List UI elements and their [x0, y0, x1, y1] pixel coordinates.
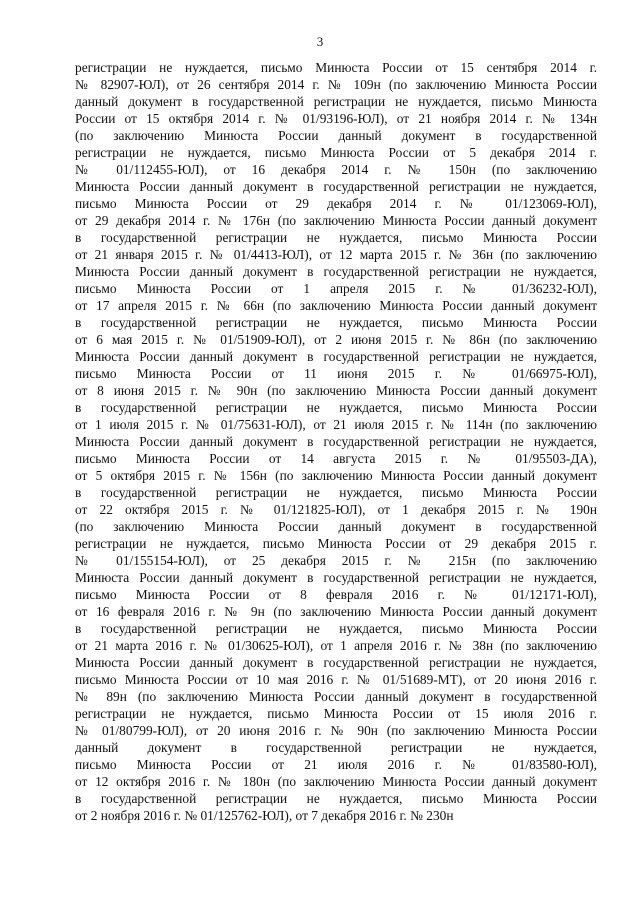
text-line: в государственной регистрации не нуждается, письмо Минюста России	[75, 230, 597, 245]
text-line: России от 15 октября 2014 г. № 01/93196-ЮЛ), от 21 ноября 2014 г. № 134н	[75, 111, 597, 126]
text-line: от 21 марта 2016 г. № 01/30625-ЮЛ), от 1 апреля 2016 г. № 38н (по заключению	[75, 638, 597, 653]
text-line: регистрации не нуждается, письмо Минюста России от 15 июля 2016 г.	[75, 706, 597, 721]
text-line: № 89н (по заключению Минюста России данный документ в государственной	[75, 689, 597, 704]
text-line: в государственной регистрации не нуждается, письмо Минюста России	[75, 485, 597, 500]
text-line: регистрации не нуждается, письмо Минюста России от 15 сентября 2014 г.	[75, 60, 597, 75]
text-line: регистрации не нуждается, письмо Минюста России от 5 декабря 2014 г.	[75, 145, 597, 160]
text-line: от 1 июля 2015 г. № 01/75631-ЮЛ), от 21 июля 2015 г. № 114н (по заключению	[75, 417, 597, 432]
text-line: письмо Минюста России от 8 февраля 2016 г. № 01/12171-ЮЛ),	[75, 587, 597, 602]
text-line: от 2 ноября 2016 г. № 01/125762-ЮЛ), от 7 декабря 2016 г. № 230н	[75, 808, 454, 823]
text-line: от 12 октября 2016 г. № 180н (по заключению Минюста России данный документ	[75, 774, 597, 789]
text-line: от 16 февраля 2016 г. № 9н (по заключению Минюста России данный документ	[75, 604, 597, 619]
text-line: письмо Минюста России от 11 июня 2015 г. № 01/66975-ЮЛ),	[75, 366, 597, 381]
text-line: в государственной регистрации не нуждается, письмо Минюста России	[75, 315, 597, 330]
text-line: в государственной регистрации не нуждается, письмо Минюста России	[75, 400, 597, 415]
page-number: 3	[316, 34, 324, 49]
text-line: в государственной регистрации не нуждается, письмо Минюста России	[75, 791, 597, 806]
text-line: от 5 октября 2015 г. № 156н (по заключению Минюста России данный документ	[75, 468, 597, 483]
text-line: от 6 мая 2015 г. № 01/51909-ЮЛ), от 2 июня 2015 г. № 86н (по заключению	[75, 332, 597, 347]
text-line: Минюста России данный документ в государственной регистрации не нуждается,	[75, 655, 597, 670]
text-line: в государственной регистрации не нуждается, письмо Минюста России	[75, 621, 597, 636]
text-line: от 22 октября 2015 г. № 01/121825-ЮЛ), от 1 декабря 2015 г. № 190н	[75, 502, 597, 517]
text-line: регистрации не нуждается, письмо Минюста России от 29 декабря 2015 г.	[75, 536, 597, 551]
text-line: письмо Минюста России от 10 мая 2016 г. № 01/51689-МТ), от 20 июня 2016 г.	[75, 672, 597, 687]
text-line: письмо Минюста России от 1 апреля 2015 г. № 01/36232-ЮЛ),	[75, 281, 597, 296]
text-line: от 21 января 2015 г. № 01/4413-ЮЛ), от 12 марта 2015 г. № 36н (по заключению	[75, 247, 597, 262]
text-line: данный документ в государственной регистрации не нуждается, письмо Минюста	[75, 94, 597, 109]
text-line: (по заключению Минюста России данный документ в государственной	[75, 519, 597, 534]
text-line: письмо Минюста России от 21 июля 2016 г. № 01/83580-ЮЛ),	[75, 757, 597, 772]
text-line: (по заключению Минюста России данный документ в государственной	[75, 128, 597, 143]
text-line: письмо Минюста России от 14 августа 2015 г. № 01/95503-ДА),	[75, 451, 597, 466]
text-line: Минюста России данный документ в государственной регистрации не нуждается,	[75, 264, 597, 279]
text-line: от 29 декабря 2014 г. № 176н (по заключению Минюста России данный документ	[75, 213, 597, 228]
text-line: Минюста России данный документ в государственной регистрации не нуждается,	[75, 349, 597, 364]
text-line: № 82907-ЮЛ), от 26 сентября 2014 г. № 109н (по заключению Минюста России	[75, 77, 597, 92]
text-line: Минюста России данный документ в государственной регистрации не нуждается,	[75, 434, 597, 449]
body-text	[75, 59, 597, 824]
text-line: № 01/112455-ЮЛ), от 16 декабря 2014 г. № 150н (по заключению	[75, 162, 597, 177]
text-line: № 01/155154-ЮЛ), от 25 декабря 2015 г. № 215н (по заключению	[75, 553, 597, 568]
text-line: от 17 апреля 2015 г. № 66н (по заключению Минюста России данный документ	[75, 298, 597, 313]
text-line: Минюста России данный документ в государственной регистрации не нуждается,	[75, 570, 597, 585]
text-line: от 8 июня 2015 г. № 90н (по заключению Минюста России данный документ	[75, 383, 597, 398]
text-line: письмо Минюста России от 29 декабря 2014 г. № 01/123069-ЮЛ),	[75, 196, 597, 211]
text-line: данный документ в государственной регистрации не нуждается,	[75, 740, 597, 755]
text-line: Минюста России данный документ в государственной регистрации не нуждается,	[75, 179, 597, 194]
text-line: № 01/80799-ЮЛ), от 20 июня 2016 г. № 90н (по заключению Минюста России	[75, 723, 597, 738]
